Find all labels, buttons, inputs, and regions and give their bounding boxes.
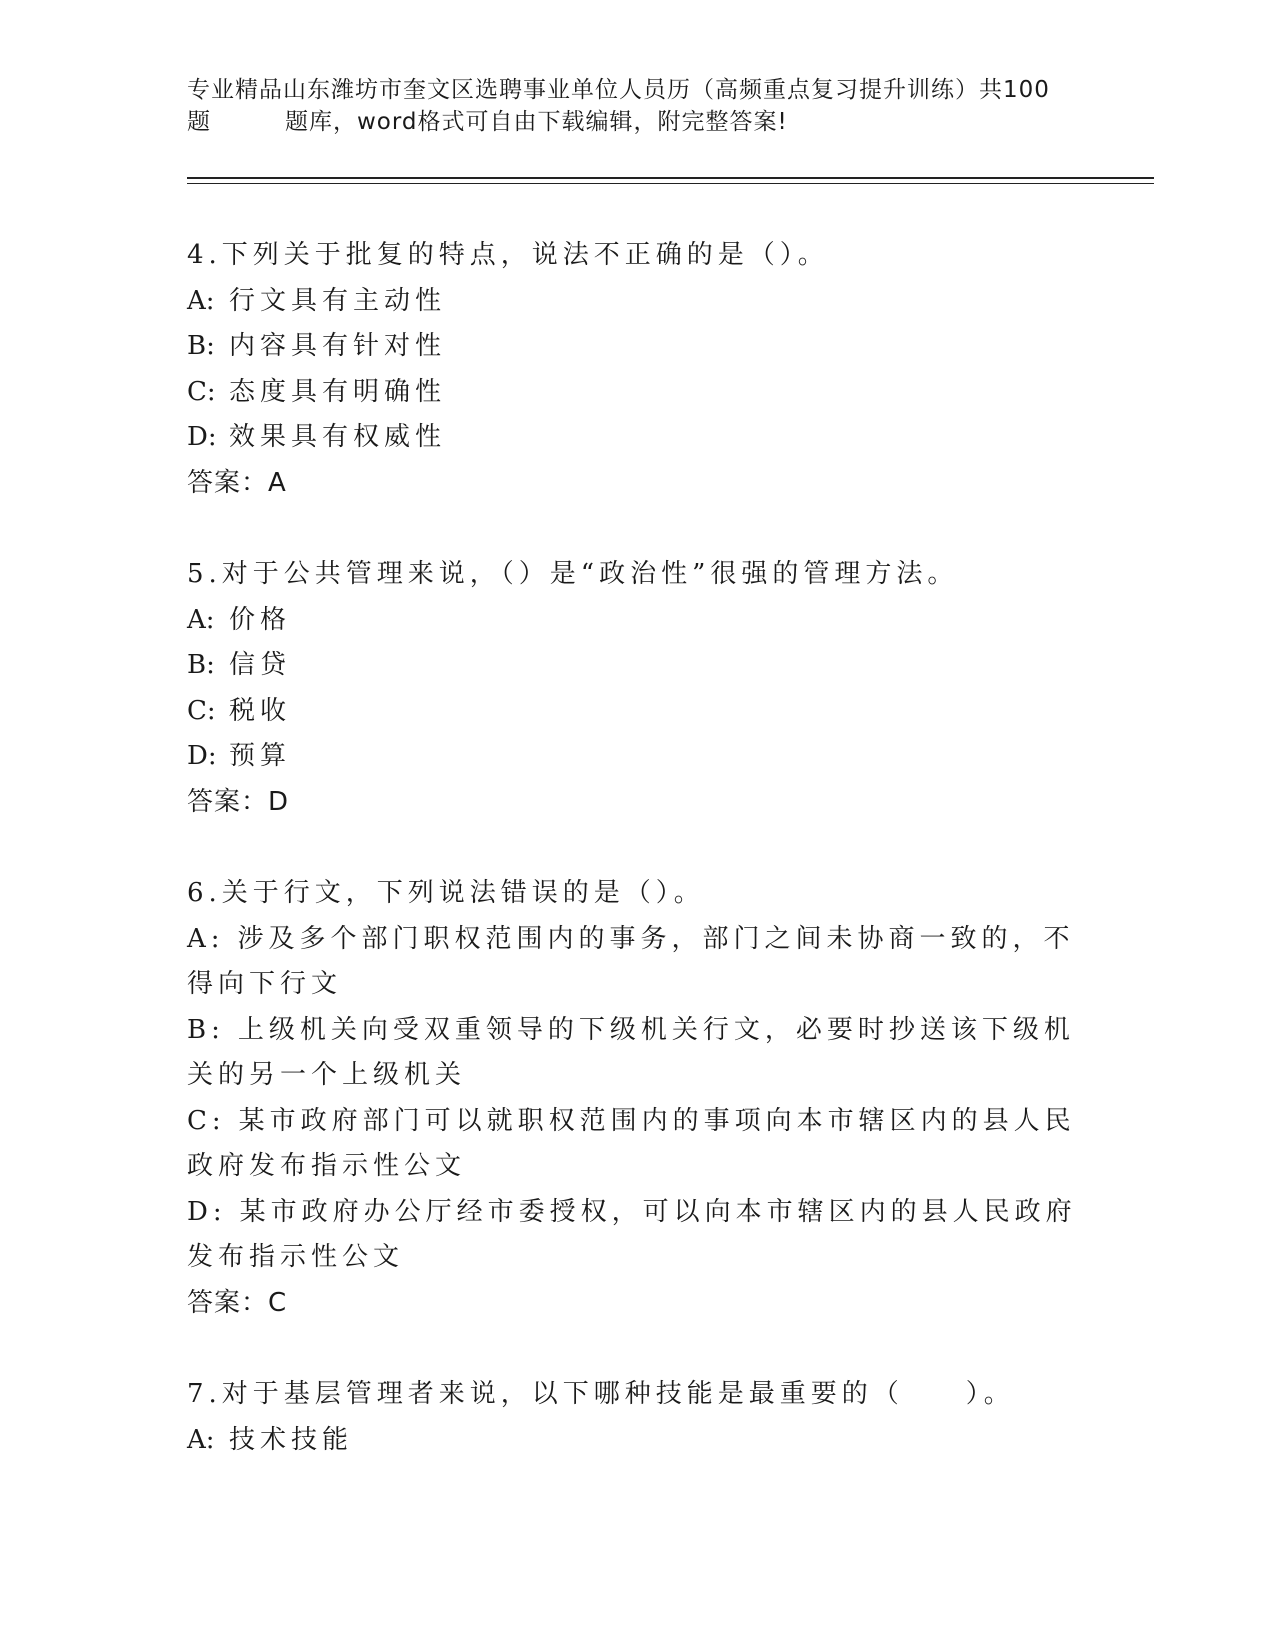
option-key: B: <box>187 1014 225 1045</box>
option-text: 态度具有明确性 <box>229 376 447 407</box>
question-stem: 5.对于公共管理来说，（）是“政治性”很强的管理方法。 <box>187 559 959 589</box>
option-text: 某市政府办公厅经市委授权，可以向本市辖区内的县人民政府发布指示性公文 <box>187 1196 1077 1272</box>
option-d <box>187 734 1087 780</box>
option-text: 某市政府部门可以就职权范围内的事项向本市辖区内的县人民政府发布指示性公文 <box>187 1105 1076 1181</box>
option-key: C: <box>187 1105 226 1136</box>
header-divider-thick <box>187 177 1154 179</box>
option-key: A: <box>187 604 215 635</box>
answer-line: 答案：C <box>187 1287 288 1318</box>
document-header <box>187 74 1087 138</box>
option-c <box>187 370 1087 416</box>
option-key: B: <box>187 650 215 680</box>
option-key: A: <box>187 285 215 316</box>
option-key: B: <box>187 331 215 361</box>
option-d <box>187 415 1087 461</box>
option-key: D: <box>187 422 217 452</box>
option-c <box>187 689 1087 735</box>
option-text: 技术技能 <box>229 1424 354 1455</box>
option-text: 税收 <box>229 695 292 726</box>
question-block <box>187 871 1087 1326</box>
header-title-line2-right: 题库，word格式可自由下载编辑，附完整答案! <box>285 109 788 135</box>
header-divider-thin <box>187 183 1154 184</box>
question-stem: 6.关于行文，下列说法错误的是（）。 <box>187 878 705 908</box>
option-key: D: <box>187 1196 227 1227</box>
header-title-line1: 专业精品山东潍坊市奎文区选聘事业单位人员历（高频重点复习提升训练）共100 <box>187 77 1050 103</box>
answer-line: 答案：D <box>187 786 290 817</box>
question-block <box>187 233 1087 506</box>
header-title-line2-left: 题 <box>187 109 211 135</box>
option-text: 内容具有针对性 <box>229 331 447 361</box>
answer-line: 答案：A <box>187 467 287 498</box>
option-b <box>187 1008 1087 1099</box>
option-key: D: <box>187 741 217 771</box>
option-text: 效果具有权威性 <box>229 422 447 452</box>
option-text: 上级机关向受双重领导的下级机关行文，必要时抄送该下级机关的另一个上级机关 <box>187 1014 1075 1090</box>
question-stem: 4.下列关于批复的特点，说法不正确的是（）。 <box>187 240 829 270</box>
option-key: A: <box>187 923 225 954</box>
question-stem: 7.对于基层管理者来说，以下哪种技能是最重要的（ ）。 <box>187 1379 1015 1409</box>
option-text: 预算 <box>229 741 292 771</box>
question-block <box>187 1372 1087 1463</box>
option-b <box>187 643 1087 689</box>
option-key: A: <box>187 1424 215 1455</box>
option-a <box>187 279 1087 325</box>
option-text: 信贷 <box>229 650 292 680</box>
option-a <box>187 917 1087 1008</box>
header-title-line2 <box>187 106 1087 138</box>
question-block <box>187 552 1087 825</box>
option-key: C: <box>187 695 216 726</box>
option-key: C: <box>187 376 216 407</box>
option-a <box>187 598 1087 644</box>
option-a <box>187 1418 1087 1464</box>
option-text: 价格 <box>229 604 292 635</box>
option-text: 行文具有主动性 <box>229 285 447 316</box>
option-b <box>187 324 1087 370</box>
option-text: 涉及多个部门职权范围内的事务，部门之间未协商一致的，不得向下行文 <box>187 923 1075 999</box>
option-d <box>187 1190 1087 1281</box>
option-c <box>187 1099 1087 1190</box>
